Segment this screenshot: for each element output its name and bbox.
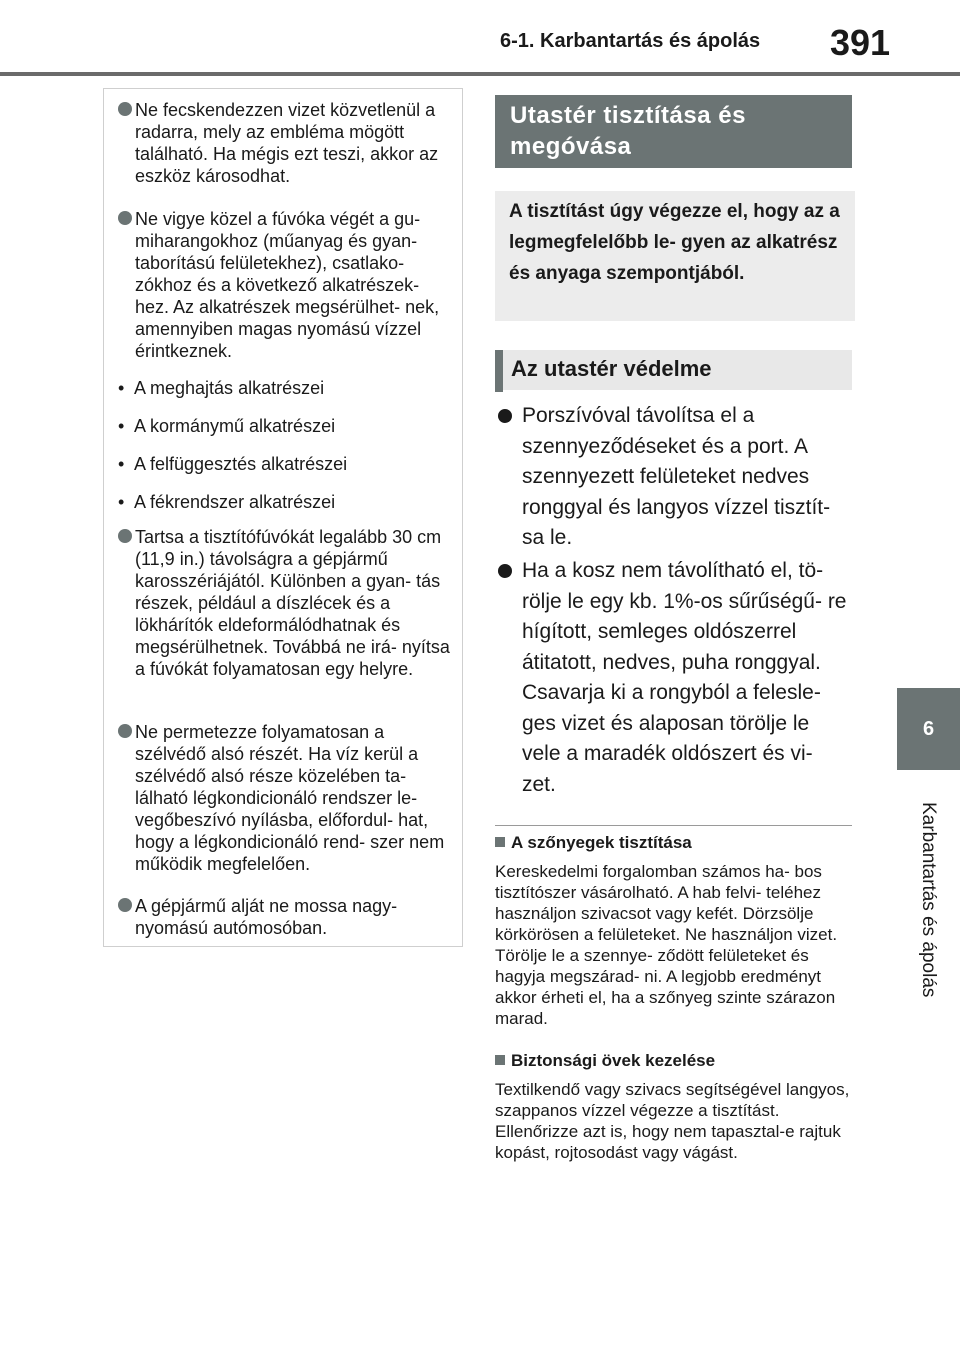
- topic-heading: A szőnyegek tisztítása: [495, 832, 692, 854]
- section-heading: Utastér tisztítása és megóvása: [495, 95, 852, 168]
- caution-item: Ne vigye közel a fúvóka végét a gu- miharangokhoz (műanyag és gyan- taborítású felületekhez), csatlako- zókhoz és a következő alkatrészek- hez. Az alkatrészek megsérülhet- nek, amennyiben magas nyomású vízzel érintkeznek.: [118, 208, 454, 362]
- chapter-label: Karbantartás és ápolás: [918, 802, 939, 998]
- bullet-dot-icon: [118, 211, 132, 225]
- bullet-dot-icon: [498, 564, 512, 578]
- sub-list-item: • A kormánymű alkatrészei: [118, 416, 336, 436]
- section-title: 6-1. Karbantartás és ápolás: [500, 30, 761, 52]
- square-bullet-icon: [495, 837, 505, 847]
- divider: [495, 825, 852, 826]
- sub-list-item: • A felfüggesztés alkatrészei: [118, 454, 348, 474]
- topic-paragraph: Textilkendő vagy szivacs segítségével langyos, szappanos vízzel végezze a tisztítást. Ellenőrizze azt is, hogy nem tapasztal-e rajtuk kopást, rojtosodást vagy vágást.: [495, 1080, 850, 1162]
- caution-item: A gépjármű alját ne mossa nagy- nyomású autómosóban.: [118, 895, 454, 939]
- chapter-number: 6: [922, 717, 935, 740]
- sub-list-item: • A fékrendszer alkatrészei: [118, 492, 336, 512]
- chapter-tab[interactable]: [897, 688, 960, 770]
- caution-box: [103, 88, 463, 947]
- caution-item: Tartsa a tisztítófúvókát legalább 30 cm (11,9 in.) távolságra a gépjármű karosszériájától. Különben a gyan- tás részek, például a díszlécek és a lökhárítók eldeformálódhatnak és megsérülhetnek. Továbbá ne irá- nyítsa a fúvókát folyamatosan egy helyre.: [118, 526, 454, 680]
- bullet-dot-icon: [118, 898, 132, 912]
- instruction-bullet: Ha a kosz nem távolítható el, tö- rölje le egy kb. 1%-os sűrűségű- re hígított, semleges oldószerrel átitatott, nedves, puha ronggyal. Csavarja ki a rongyból a felesle- ges vizet és alaposan törölje le vele a maradék oldószert és vi- zet.: [498, 556, 852, 800]
- bullet-dot-icon: [118, 529, 132, 543]
- header-divider: [0, 72, 960, 76]
- caution-item: Ne fecskendezzen vizet közvetlenül a radarra, mely az embléma mögött található. Ha mégis ezt teszi, akkor az eszköz károsodhat.: [118, 99, 454, 187]
- instruction-bullet: Porszívóval távolítsa el a szennyeződéseket és a port. A szennyezett felületeket nedves ronggyal és langyos vízzel tisztít- sa le.: [498, 401, 852, 554]
- bullet-dot-icon: [118, 724, 132, 738]
- chapter-side-label: [896, 780, 960, 1020]
- bullet-dot-icon: [498, 409, 512, 423]
- square-bullet-icon: [495, 1055, 505, 1065]
- topic-heading: Biztonsági övek kezelése: [495, 1050, 715, 1072]
- caution-item: Ne permetezze folyamatosan a szélvédő alsó részét. Ha víz kerül a szélvédő alsó része közelében ta- lálható légkondicionáló rendszer le- vegőbeszívó nyílásba, előfordul- hat, hogy a légkondicionáló rend- szer nem működik megfelelően.: [118, 721, 454, 875]
- bullet-dot-icon: [118, 102, 132, 116]
- sub-list-item: • A meghajtás alkatrészei: [118, 378, 325, 398]
- heading-accent-bar: [495, 350, 503, 392]
- topic-paragraph: Kereskedelmi forgalomban számos ha- bos tisztítószer vásárolható. A hab felvi- teléhez használjon szivacsot vagy kefét. Dörzsölje körkörösen a felületeket. Ne használjon vizet. Törölje le a szennye- ződött felületeket és hagyja megszárad- ni. A legjobb eredményt akkor érheti el, ha a szőnyeg szinte szárazon marad.: [495, 862, 838, 1028]
- intro-box: A tisztítást úgy végezze el, hogy az a legmegfelelőbb le- gyen az alkatrész és anyaga szempontjából.: [495, 191, 855, 321]
- subsection-heading: Az utastér védelme: [495, 350, 852, 392]
- page-number: 391: [830, 22, 891, 63]
